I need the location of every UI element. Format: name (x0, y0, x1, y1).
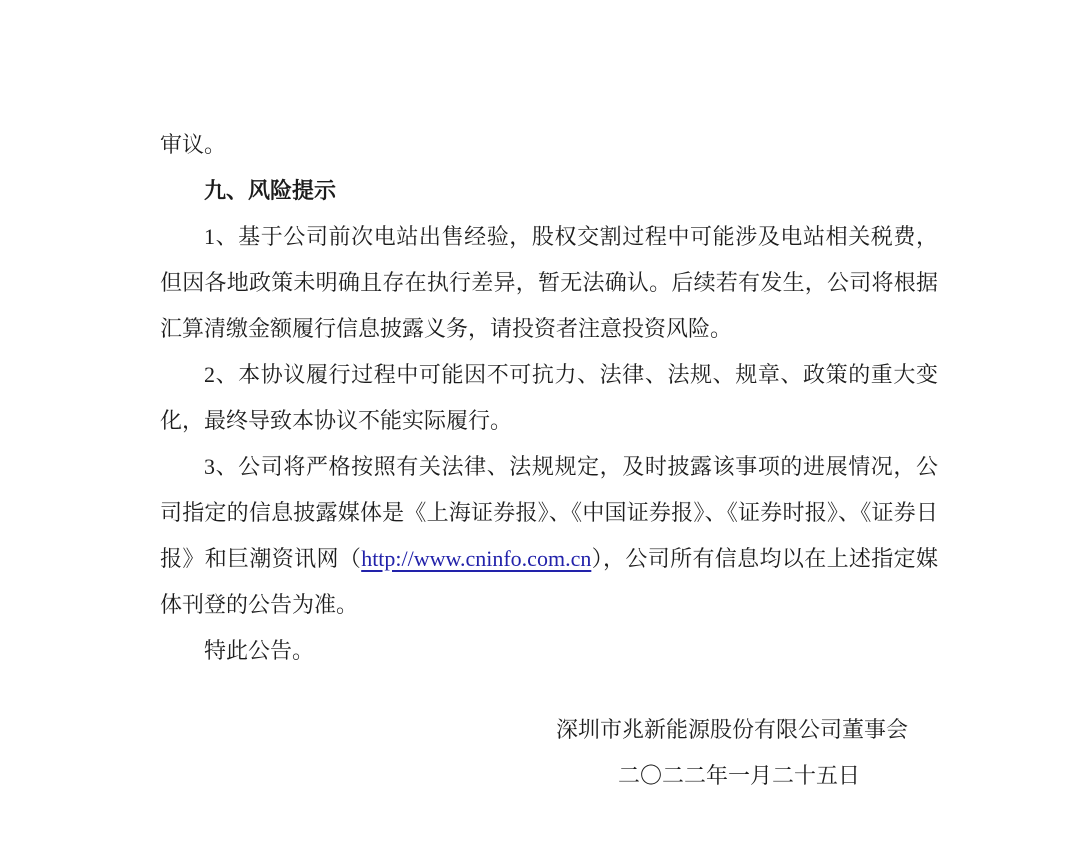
paragraph-risk-3-before-link: 3、公司将严格按照有关法律、法规规定，及时披露该事项的进展情况，公司指定的信息披露媒体是《上海证券报》、《中国证券报》、《证券时报》、《证券日报》和巨潮资讯网（ (160, 454, 938, 571)
paragraph-risk-1: 1、基于公司前次电站出售经验，股权交割过程中可能涉及电站相关税费，但因各地政策未明确且存在执行差异，暂无法确认。后续若有发生，公司将根据汇算清缴金额履行信息披露义务，请投资者注意投资风险。 (160, 224, 938, 341)
signature-company: 深圳市兆新能源股份有限公司董事会 (555, 717, 908, 742)
signature-block (160, 707, 938, 799)
paragraph-risk-3-after-link: ），公司所有信息均以在上述指定媒体刊登的公告为准。 (160, 546, 938, 617)
document-page (160, 122, 938, 799)
paragraph-continuation: 审议。 (160, 132, 227, 157)
paragraph-risk-2: 2、本协议履行过程中可能因不可抗力、法律、法规、规章、政策的重大变化，最终导致本协议不能实际履行。 (160, 362, 938, 433)
closing-statement: 特此公告。 (204, 638, 315, 663)
cninfo-link[interactable]: http://www.cninfo.com.cn (361, 546, 592, 571)
signature-date: 二〇二二年一月二十五日 (617, 763, 860, 788)
paragraph-risk-3 (160, 444, 938, 628)
section-heading-risk-notice: 九、风险提示 (204, 178, 337, 203)
